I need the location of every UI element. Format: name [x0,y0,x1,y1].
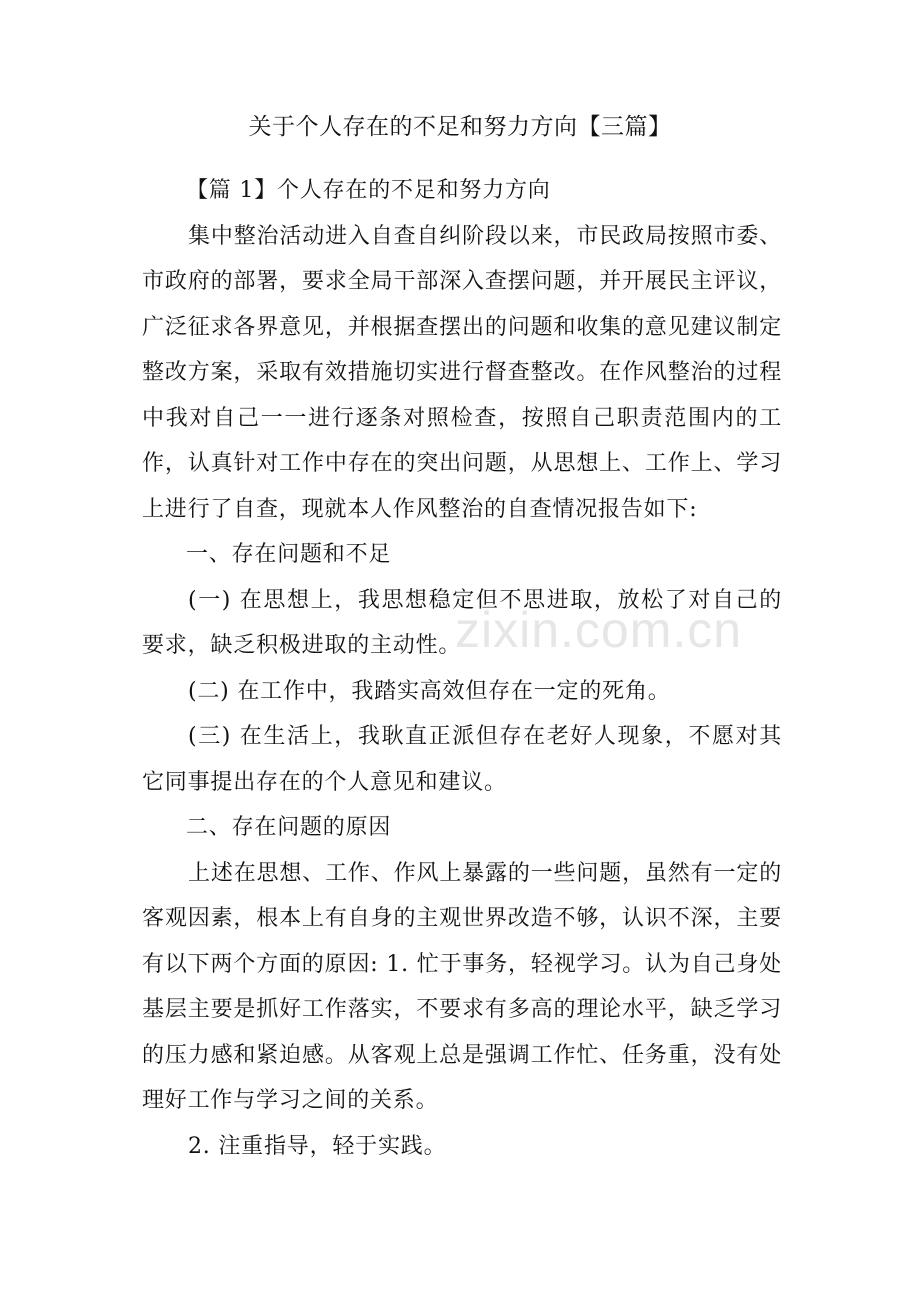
section-heading-causes: 二、存在问题的原因 [186,815,392,840]
paragraph-problem-2: (二) 在工作中，我踏实高效但存在一定的死角。 [188,678,671,704]
section-heading-1: 【篇 1】个人存在的不足和努力方向 [186,178,551,203]
paragraph-cause-2: 2. 注重指导，轻于实践。 [188,1133,447,1159]
paragraph-causes: 上述在思想、工作、作风上暴露的一些问题，虽然有一定的客观因素，根本上有自身的主观世界改造不够，认识不深，主要有以下两个方面的原因: 1. 忙于事务，轻视学习。认为自己身处基层主要是抓好工作落实，不要求有多高的理论水平，缺乏学习的压力感和紧迫感。从客观上总是强调工作忙、任务重，没有处理好工作与学习之间的关系。 [142,860,782,1113]
paragraph-problem-3: (三) 在生活上，我耿直正派但存在老好人现象，不愿对其它同事提出存在的个人意见和建议。 [142,724,782,795]
paragraph-intro: 集中整治活动进入自查自纠阶段以来，市民政局按照市委、市政府的部署，要求全局干部深入查摆问题，并开展民主评议，广泛征求各界意见，并根据查摆出的问题和收集的意见建议制定整改方案，采取有效措施切实进行督查整改。在作风整治的过程中我对自己一一进行逐条对照检查，按照自己职责范围内的工作，认真针对工作中存在的突出问题，从思想上、工作上、学习上进行了自查，现就本人作风整治的自查情况报告如下: [142,223,782,522]
section-heading-problems: 一、存在问题和不足 [186,542,392,567]
document-title: 关于个人存在的不足和努力方向【三篇】 [248,114,672,140]
paragraph-problem-1: (一) 在思想上，我思想稳定但不思进取，放松了对自己的要求，缺乏积极进取的主动性。 [142,587,782,658]
document-body [142,168,782,1169]
watermark: zixin.com.cn [455,602,743,658]
